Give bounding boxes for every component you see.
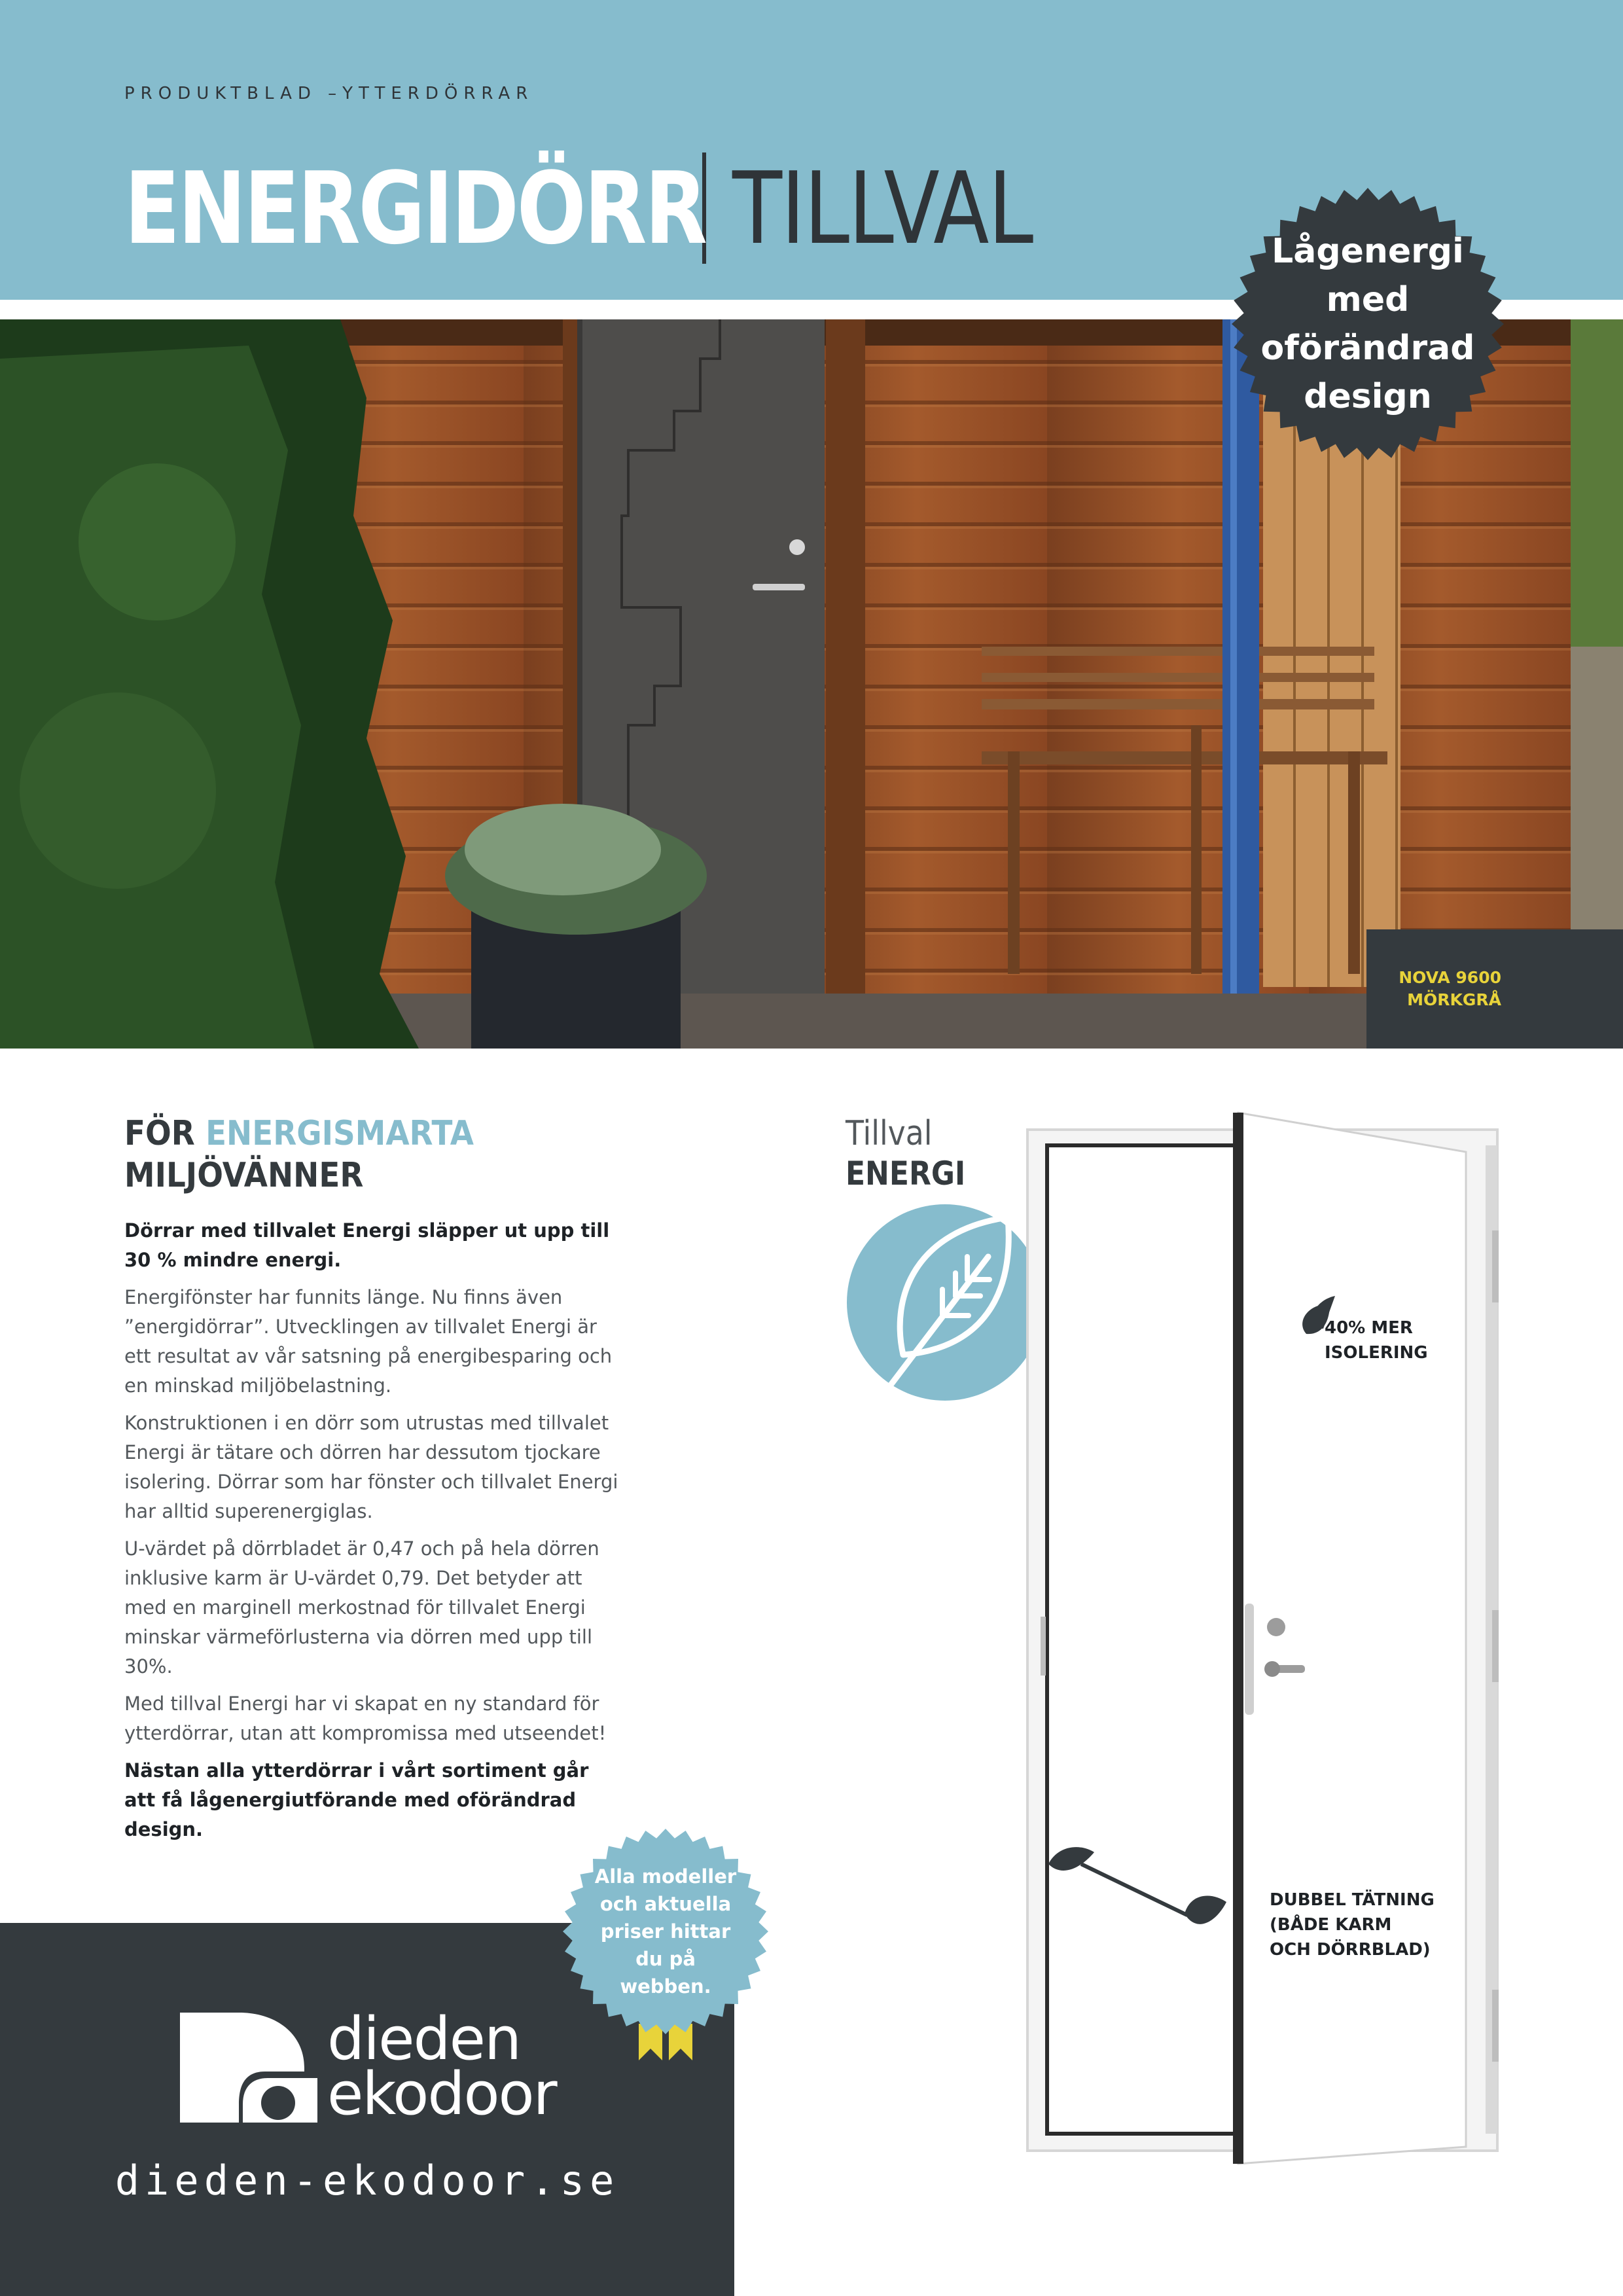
caption-color: MÖRKGRÅ: [1407, 990, 1501, 1009]
title-bold: ENERGIDÖRR: [124, 150, 705, 266]
lowenergy-badge-text: Lågenergi med oförändrad design: [1260, 232, 1475, 416]
website-url[interactable]: dieden-ekodoor.se: [115, 2157, 620, 2204]
title-light: TILLVAL: [732, 150, 1033, 266]
callout-sealing-line2: (BÅDE KARM: [1270, 1915, 1392, 1935]
logo-text-line2: ekodoor: [327, 2060, 556, 2128]
kicker-text: PRODUKTBLAD –YTTERDÖRRAR: [124, 84, 534, 103]
callout-insulation-line1: 40% MER: [1325, 1318, 1413, 1338]
callout-insulation: [1325, 1316, 1428, 1365]
callout-insulation-line2: ISOLERING: [1325, 1343, 1428, 1363]
tillval-energi-label: ENERGI: [846, 1155, 966, 1193]
callout-sealing-line3: OCH DÖRRBLAD): [1270, 1940, 1431, 1960]
paragraph-3: U-värdet på dörrbladet är 0,47 och på hela dörren inklusive karm är U-värdet 0,79. Det betyder att med en marginell merkostnad för tillvalet Energi minskar värmeförlusterna via dörren med upp till 30%.: [124, 1537, 599, 1677]
tillval-label: Tillval: [846, 1114, 933, 1153]
heading-prefix: FÖR: [124, 1114, 206, 1153]
leaf-icon: [847, 1204, 1043, 1401]
caption-model: NOVA 9600: [1399, 968, 1501, 987]
body-text: [124, 1216, 622, 1852]
heading-line2: MILJÖVÄNNER: [124, 1156, 364, 1195]
door-diagram: [838, 1100, 1518, 2173]
callout-sealing-line1: DUBBEL TÄTNING: [1270, 1890, 1435, 1910]
dieden-logo-icon: [180, 2013, 317, 2123]
page-title: [124, 149, 1098, 267]
logo-text-line1: dieden: [327, 2005, 521, 2073]
heading-accent: ENERGISMARTA: [205, 1114, 474, 1153]
web-prices-badge-text: Alla modeller och aktuella priser hittar du på webben.: [594, 1865, 737, 1998]
paragraph-4: Med tillval Energi har vi skapat en ny standard för ytterdörrar, utan att kompromissa med utseendet!: [124, 1693, 607, 1744]
closing-paragraph: Nästan alla ytterdörrar i vårt sortiment går att få lågenergiutförande med oförändrad design.: [124, 1759, 589, 1840]
paragraph-2: Konstruktionen i en dörr som utrustas med tillvalet Energi är tätare och dörren har dessutom tjockare isolering. Dörrar som har fönster och tillvalet Energi har alltid superenergiglas.: [124, 1412, 618, 1522]
callout-sealing: [1270, 1888, 1435, 1962]
photo-caption: [1366, 929, 1623, 1049]
section-heading: [124, 1113, 474, 1196]
paragraph-1: Energifönster har funnits länge. Nu finns även ”energidörrar”. Utvecklingen av tillvalet Energi är ett resultat av vår satsning på energibesparing och en minskad miljöbelastning.: [124, 1286, 613, 1397]
lead-paragraph: Dörrar med tillvalet Energi släpper ut upp till 30 % mindre energi.: [124, 1219, 610, 1271]
